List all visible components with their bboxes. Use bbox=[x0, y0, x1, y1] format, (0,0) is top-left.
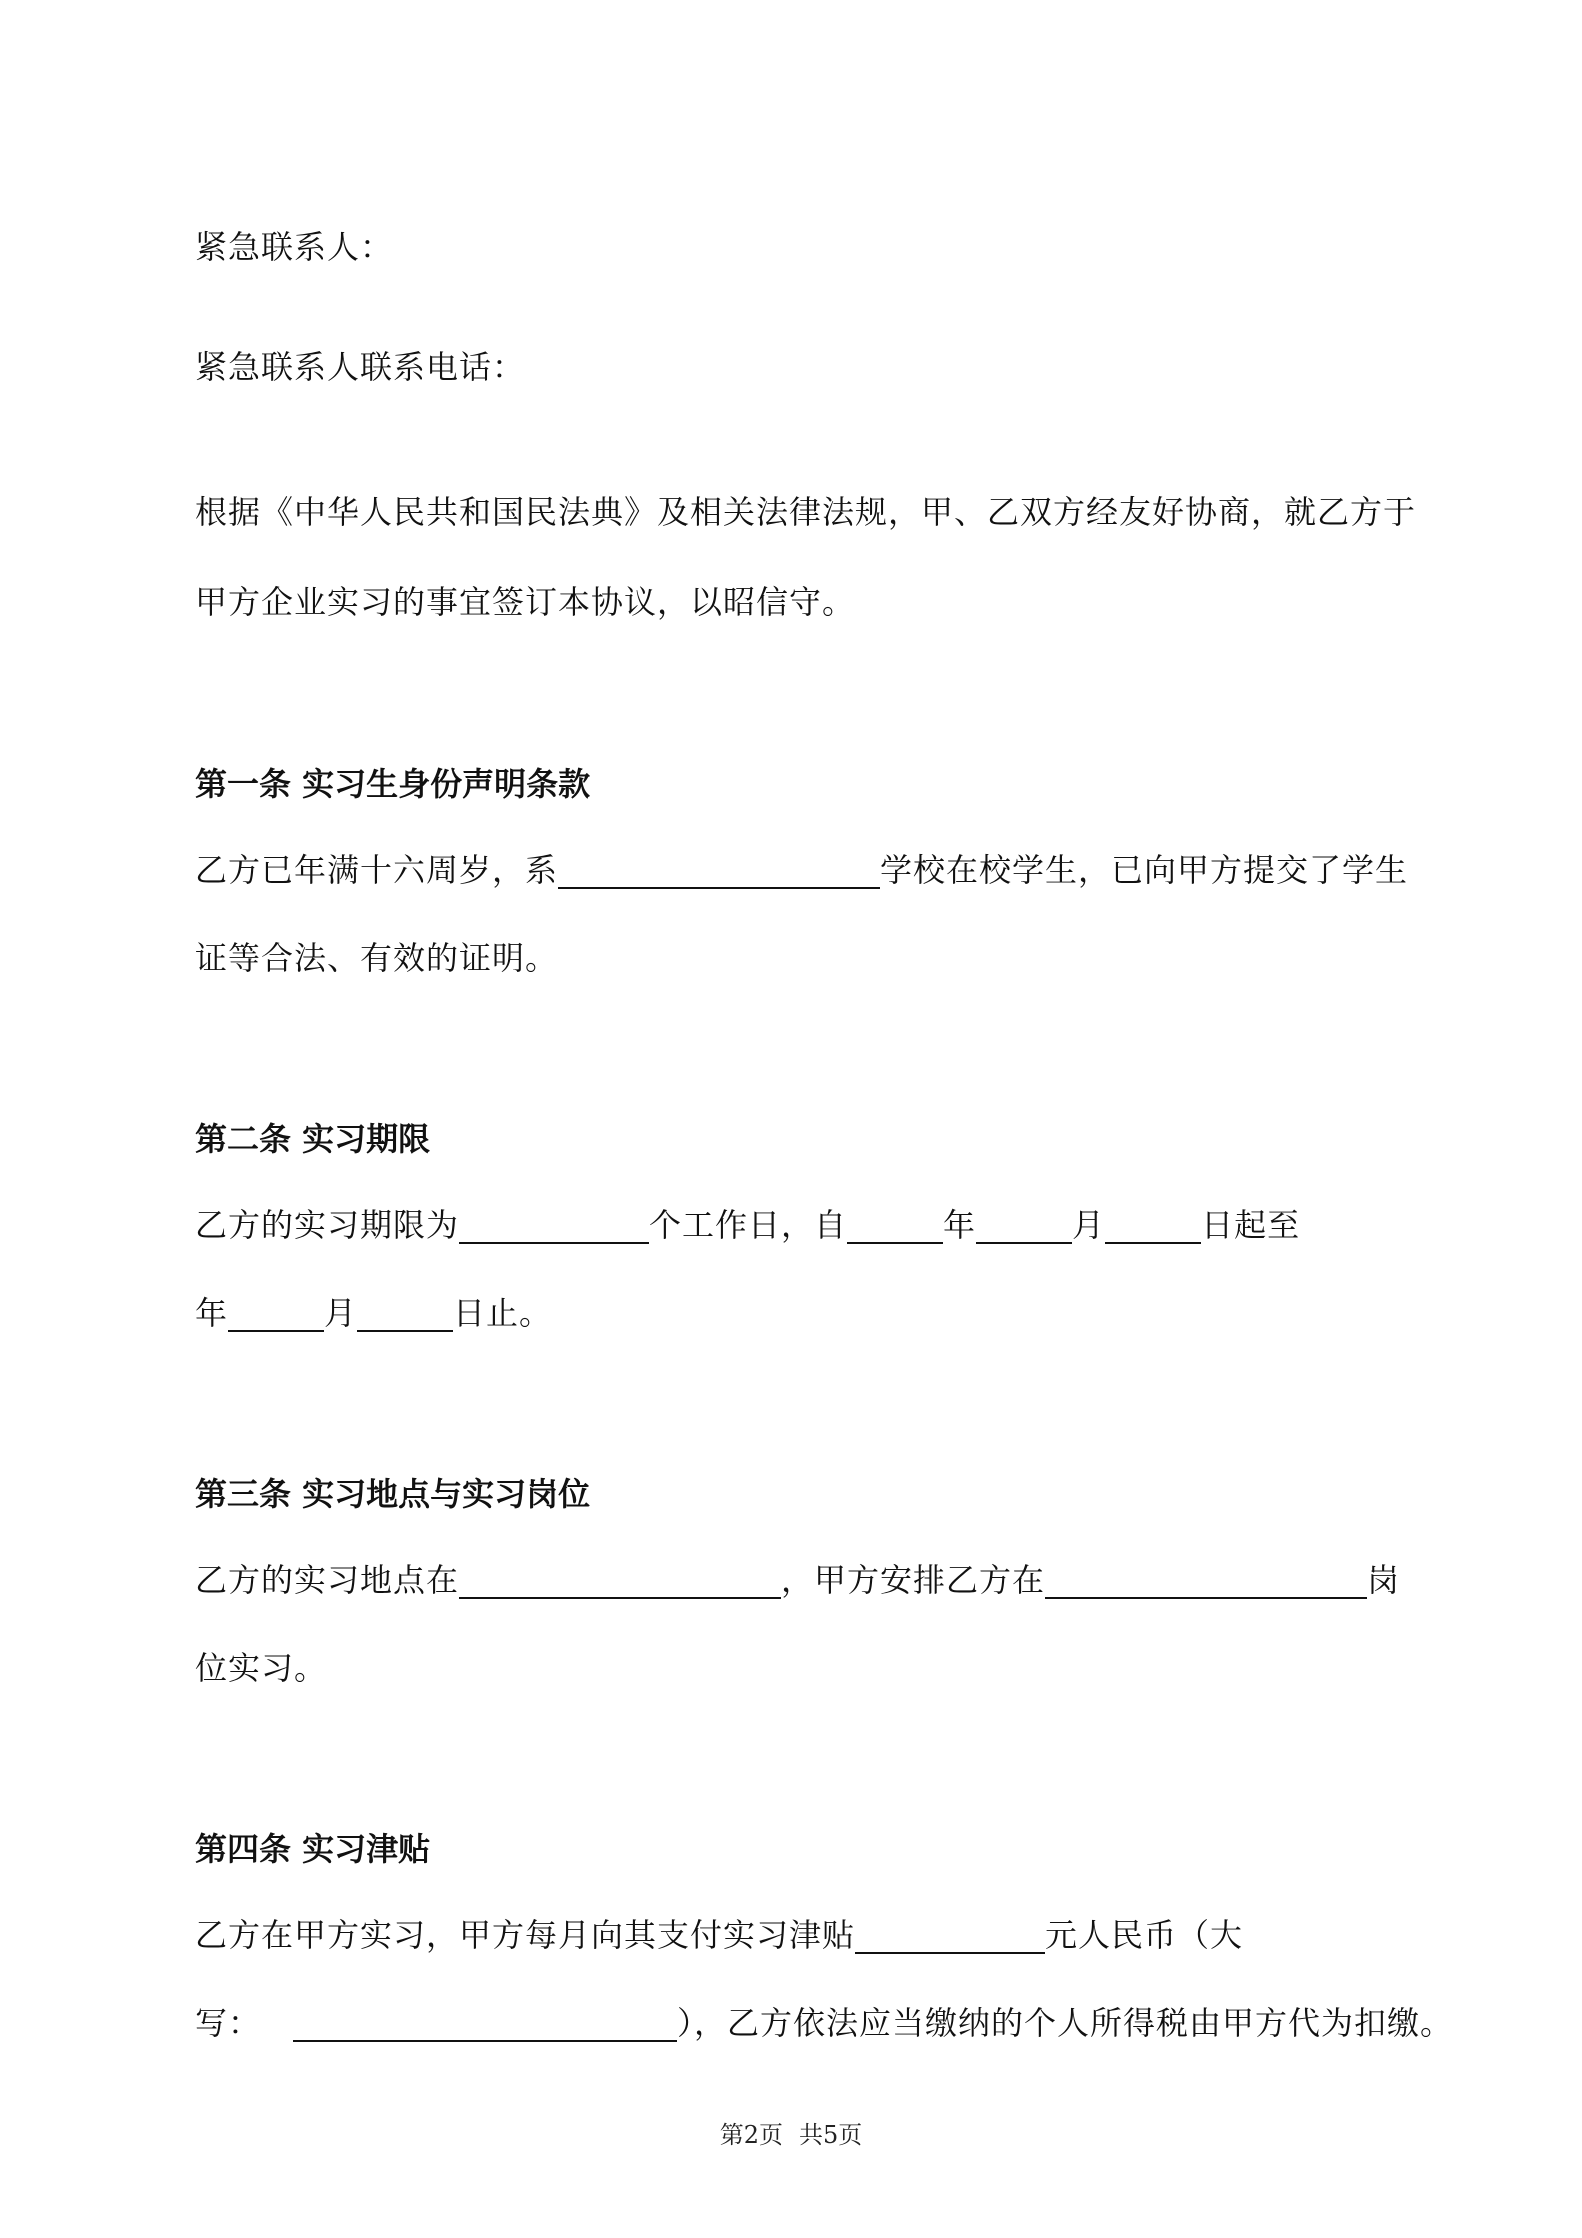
emergency-contact-label: 紧急联系人： bbox=[195, 228, 394, 266]
article-1-text-b: 学校在校学生，已向甲方提交了学生 bbox=[880, 851, 1409, 889]
start-day-blank bbox=[1105, 1206, 1201, 1244]
article-1-line-2: 证等合法、有效的证明。 bbox=[195, 939, 559, 977]
article-3-title: 第三条 实习地点与实习岗位 bbox=[195, 1475, 591, 1513]
article-4-title: 第四条 实习津贴 bbox=[195, 1830, 431, 1868]
article-2-text-e: 日起至 bbox=[1201, 1206, 1301, 1244]
page-number-total: 共5页 bbox=[799, 2121, 863, 2149]
article-2-text-g: 月 bbox=[324, 1294, 358, 1332]
location-blank bbox=[459, 1561, 781, 1599]
end-month-blank bbox=[228, 1294, 324, 1332]
end-day-blank bbox=[357, 1294, 453, 1332]
allowance-amount-blank bbox=[855, 1916, 1045, 1954]
article-3-text-a: 乙方的实习地点在 bbox=[195, 1561, 460, 1599]
page-footer bbox=[0, 2120, 1582, 2150]
article-4-text-d: ），乙方依法应当缴纳的个人所得税由甲方代为扣缴。 bbox=[677, 2004, 1454, 2042]
article-3-text-b: ，甲方安排乙方在 bbox=[781, 1561, 1046, 1599]
start-month-blank bbox=[976, 1206, 1072, 1244]
article-1-line-1 bbox=[195, 848, 1408, 892]
article-4-text-c: 写： bbox=[195, 2004, 262, 2042]
article-1-text-a: 乙方已年满十六周岁，系 bbox=[195, 851, 559, 889]
article-2-text-d: 月 bbox=[1072, 1206, 1106, 1244]
article-3-line-2: 位实习。 bbox=[195, 1649, 328, 1687]
article-1-title: 第一条 实习生身份声明条款 bbox=[195, 765, 591, 803]
article-2-text-b: 个工作日，自 bbox=[649, 1206, 848, 1244]
article-4-line-2 bbox=[195, 2001, 1453, 2045]
position-blank bbox=[1045, 1561, 1367, 1599]
article-2-text-c: 年 bbox=[943, 1206, 977, 1244]
article-2-text-f: 年 bbox=[195, 1294, 229, 1332]
article-2-text-a: 乙方的实习期限为 bbox=[195, 1206, 460, 1244]
workdays-blank bbox=[459, 1206, 649, 1244]
allowance-uppercase-blank bbox=[293, 2004, 677, 2042]
article-3-line-1 bbox=[195, 1558, 1400, 1602]
intro-paragraph-line-1: 根据《中华人民共和国民法典》及相关法律法规，甲、乙双方经友好协商，就乙方于 bbox=[195, 493, 1417, 531]
emergency-phone-label: 紧急联系人联系电话： bbox=[195, 348, 526, 386]
article-2-line-2 bbox=[195, 1291, 552, 1335]
school-name-blank bbox=[558, 851, 880, 889]
article-2-title: 第二条 实习期限 bbox=[195, 1120, 431, 1158]
article-2-line-1 bbox=[195, 1203, 1300, 1247]
page-number-current: 第2页 bbox=[719, 2121, 783, 2149]
article-4-text-a: 乙方在甲方实习，甲方每月向其支付实习津贴 bbox=[195, 1916, 856, 1954]
article-3-text-c: 岗 bbox=[1367, 1561, 1401, 1599]
article-4-line-1 bbox=[195, 1913, 1243, 1957]
intro-paragraph-line-2: 甲方企业实习的事宜签订本协议，以昭信守。 bbox=[195, 583, 856, 621]
article-4-text-b: 元人民币（大 bbox=[1045, 1916, 1244, 1954]
start-year-blank bbox=[847, 1206, 943, 1244]
article-2-text-h: 日止。 bbox=[453, 1294, 553, 1332]
